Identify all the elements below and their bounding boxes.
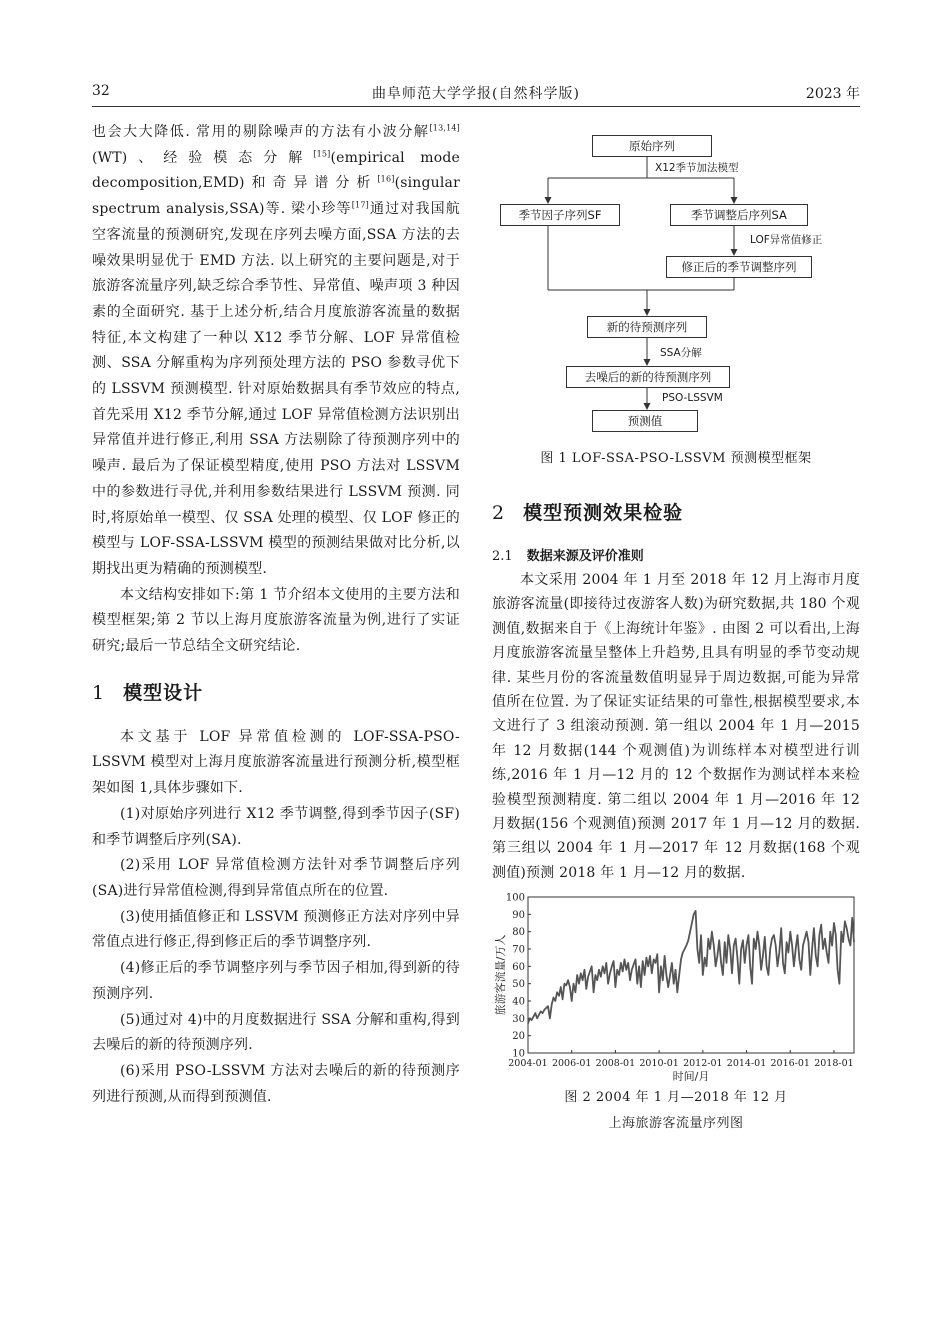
left-column xyxy=(92,120,460,1110)
step-6: (6)采用 PSO-LSSVM 方法对去噪后的新的待预测序列进行预测,从而得到预测值. xyxy=(92,1062,460,1105)
right-column xyxy=(492,122,860,1137)
x-tick-label: 2014-01 xyxy=(726,1058,767,1070)
citation[interactable]: [15] xyxy=(313,149,331,159)
figure-2-caption xyxy=(492,1085,860,1137)
y-axis-label: 旅游客流量/万人 xyxy=(494,934,507,1016)
flow-label-pso: PSO-LSSVM xyxy=(662,392,723,404)
figure-2-caption-line-1: 图 2 2004 年 1 月—2018 年 12 月 xyxy=(564,1090,788,1106)
step-5: (5)通过对 4)中的月度数据进行 SSA 分解和重构,得到去噪后的新的待预测序列. xyxy=(92,1011,460,1054)
citation[interactable]: [13,14] xyxy=(429,123,460,133)
figure-2-caption-line-2: 上海旅游客流量序列图 xyxy=(608,1116,744,1132)
y-tick-label: 10 xyxy=(512,1048,525,1060)
x-tick-label: 2004-01 xyxy=(508,1058,548,1070)
x-tick-label: 2012-01 xyxy=(683,1058,723,1070)
x-axis-label: 时间/月 xyxy=(672,1070,710,1082)
flow-box-seasonally-adjusted: 季节调整后序列SA xyxy=(670,204,808,226)
intro-paragraph-2: 本文结构安排如下:第 1 节介绍本文使用的主要方法和模型框架;第 2 节以上海月度旅游客流量为例,进行了实证研究;最后一节总结全文研究结论. xyxy=(92,586,460,655)
step-2: (2)采用 LOF 异常值检测方法针对季节调整后序列(SA)进行异常值检测,得到异常值点所在的位置. xyxy=(92,857,460,899)
y-tick-label: 70 xyxy=(512,944,525,956)
page-number: 32 xyxy=(92,83,110,99)
y-tick-label: 30 xyxy=(512,1014,525,1026)
y-tick-label: 60 xyxy=(512,962,525,974)
flow-box-original-series: 原始序列 xyxy=(592,135,712,157)
figure-1-caption: 图 1 LOF-SSA-PSO-LSSVM 预测模型框架 xyxy=(540,451,812,466)
section-1-paragraph: 本文基于 LOF 异常值检测的 LOF-SSA-PSO-LSSVM 模型对上海月度旅游客流量进行预测分析,模型框架如图 1,具体步骤如下. xyxy=(92,728,460,797)
x-tick-label: 2018-01 xyxy=(814,1058,854,1070)
x-tick-label: 2016-01 xyxy=(770,1058,810,1070)
flow-box-corrected-series: 修正后的季节调整序列 xyxy=(666,256,812,278)
step-4: (4)修正后的季节调整序列与季节因子相加,得到新的待预测序列. xyxy=(92,960,460,1002)
y-tick-label: 20 xyxy=(512,1031,525,1043)
y-tick-label: 90 xyxy=(512,910,525,922)
x-tick-label: 2010-01 xyxy=(639,1058,679,1070)
citation[interactable]: [17] xyxy=(351,200,369,210)
flow-label-x12: X12季节加法模型 xyxy=(655,162,739,174)
journal-year: 2023 年 xyxy=(805,86,860,102)
running-header xyxy=(92,80,860,107)
flow-box-prediction: 预测值 xyxy=(592,410,698,432)
figure-2-line-chart xyxy=(492,893,860,1081)
y-tick-label: 50 xyxy=(512,979,525,991)
x-tick-label: 2006-01 xyxy=(551,1058,592,1070)
journal-title: 曲阜师范大学学报(自然科学版) xyxy=(372,86,580,102)
section-1-heading: 1 模型设计 xyxy=(92,681,204,704)
section-2-heading: 2 模型预测效果检验 xyxy=(492,502,684,524)
flow-label-lof: LOF异常值修正 xyxy=(750,234,823,246)
x-tick-label: 2008-01 xyxy=(595,1058,636,1070)
y-tick-label: 40 xyxy=(512,996,525,1008)
subsection-2-1-heading: 2.1 数据来源及评价准则 xyxy=(492,549,644,564)
series-line xyxy=(528,911,854,1024)
section-2-1-paragraph: 本文采用 2004 年 1 月至 2018 年 12 月上海市月度旅游客流量(即接待过夜游客人数)为研究数据,共 180 个观测值,数据来自于《上海统计年鉴》. 由图 2 可以看出,上海月度旅游客流量呈整体上升趋势,且具有明显的季节变动规律. 某些月份的客流量数值明显异于周边数据,可能为异常值所在位置. 为了保证实证结果的可靠性,根据模型要求,本文进行了 3 组滚动预测. 第一组以 2004 年 1 月—2015 年 12 月数据(144 个观测值)为训练样本对模型进行训练,2016 年 1 月—12 月的 12 个数据作为测试样本来检验模型预测精度. 第二组以 2004 年 1 月—2016 年 12 月数据(156 个观测值)预测 2017 年 1 月—12 月的数据. 第三组以 2004 年 1 月—2017 年 12 月数据(168 个观测值)预测 2018 年 1 月—12 月的数据. xyxy=(492,572,860,881)
citation[interactable]: [16] xyxy=(377,174,395,184)
flow-box-new-series: 新的待预测序列 xyxy=(587,316,707,338)
y-tick-label: 80 xyxy=(512,927,525,939)
flow-box-denoised-series: 去噪后的新的待预测序列 xyxy=(566,366,730,388)
intro-paragraph-1: 也会大大降低. 常用的剔除噪声的方法有小波分解[13,14](WT)、经验模态分解[15](empirical mode decomposition,EMD)和奇异谱分析[16](singular spectrum analysis,SSA)等. 梁小珍等[17]通过对我国航空客流量的预测研究,发现在序列去噪方面,SSA 方法的去噪效果明显优于 EMD 方法. 以上研究的主要问题是,对于旅游客流量序列,缺乏综合季节性、异常值、噪声项 3 种因素的全面研究. 基于上述分析,结合月度旅游客流量的数据特征,本文构建了一种以 X12 季节分解、LOF 异常值检测、SSA 分解重构为序列预处理方法的 PSO 参数寻优下的 LSSVM 预测模型. 针对原始数据具有季节效应的特点,首先采用 X12 季节分解,通过 LOF 异常值检测方法识别出异常值并进行修正,利用 SSA 方法剔除了待预测序列中的噪声. 最后为了保证模型精度,使用 PSO 方法对 LSSVM 中的参数进行寻优,并利用参数结果进行 LSSVM 预测. 同时,将原始单一模型、仅 SSA 处理的模型、仅 LOF 修正的模型与 LOF-SSA-LSSVM 模型的预测结果做对比分析,以期找出更为精确的预测模型. xyxy=(92,123,461,577)
y-tick-label: 100 xyxy=(505,893,525,904)
flow-box-seasonal-factor: 季节因子序列SF xyxy=(500,204,620,226)
flow-label-ssa: SSA分解 xyxy=(660,347,702,359)
step-3: (3)使用插值修正和 LSSVM 预测修正方法对序列中异常值点进行修正,得到修正后的季节调整序列. xyxy=(92,908,460,951)
figure-1-flowchart xyxy=(492,122,860,428)
step-1: (1)对原始序列进行 X12 季节调整,得到季节因子(SF)和季节调整后序列(SA). xyxy=(92,805,460,848)
